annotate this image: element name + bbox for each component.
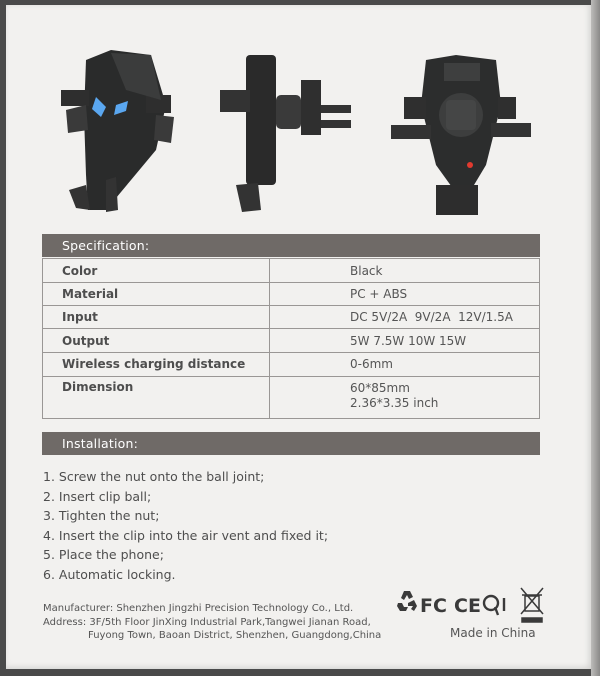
manufacturer-info [43,602,383,643]
list-item: 5. Place the phone; [43,547,164,563]
manufacturer-address: Address: 3F/5th Floor JinXing Industrial Park,Tangwei Jianan Road, Fuyong Town, Baoan District, Shenzhen, Guangdong,China [43,616,382,641]
installation-steps [43,467,328,585]
table-row [43,353,540,377]
installation-title: Installation: [62,436,139,451]
spec-value: PC + ABS [270,283,540,306]
spec-key: Output [43,329,270,353]
certification-marks [394,585,554,625]
ce-mark-icon [454,595,481,617]
specification-header [42,234,540,257]
holder-front-view [61,50,174,212]
spec-value: DC 5V/2A 9V/2A 12V/1.5A [270,306,540,329]
spec-key: Wireless charging distance [43,353,270,377]
list-item: 4. Insert the clip into the air vent and fixed it; [43,527,329,543]
holder-back-view [391,55,531,215]
spec-key: Input [43,306,270,329]
spec-key: Material [43,283,270,306]
product-photos [6,5,591,230]
spec-value: Black [270,259,540,283]
spec-value [270,377,540,419]
list-item: 2. Insert clip ball; [43,488,152,504]
table-row [43,259,540,283]
table-row [43,377,540,419]
manufacturer-line: Manufacturer: Shenzhen Jingzhi Precision Technology Co., Ltd. [43,603,354,614]
box-side-edge [591,0,600,676]
svg-text:FC: FC [420,595,447,617]
weee-bin-icon [521,588,543,622]
installation-header [42,432,540,455]
made-in-label: Made in China [450,626,536,640]
list-item: 1. Screw the nut onto the ball joint; [43,469,265,484]
table-row [43,283,540,306]
holder-side-view [220,55,351,212]
spec-value: 5W 7.5W 10W 15W [270,329,540,353]
svg-text:CE: CE [454,595,481,617]
specification-table [42,258,540,419]
qi-mark-icon [484,596,504,615]
fcc-mark-icon [420,595,447,617]
recycle-icon [397,591,417,611]
list-item: 3. Tighten the nut; [43,508,160,524]
spec-value: 0-6mm [270,353,540,377]
spec-value-line: 2.36*3.35 inch [350,396,439,410]
spec-key: Color [43,259,270,283]
specification-title: Specification: [62,238,150,253]
table-row [43,329,540,353]
list-item: 6. Automatic locking. [43,566,176,582]
package-back-panel [6,5,591,669]
table-row [43,306,540,329]
spec-value-line: 60*85mm [350,381,410,395]
spec-key: Dimension [43,377,270,419]
